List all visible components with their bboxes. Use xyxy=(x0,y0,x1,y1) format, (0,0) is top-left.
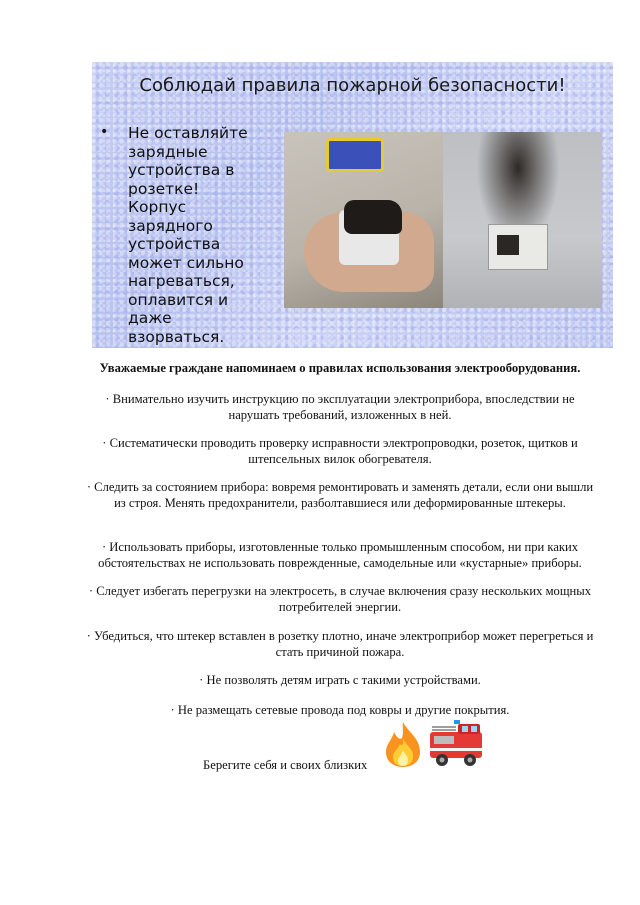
toy-box-shape xyxy=(326,138,384,172)
bullet-icon: • xyxy=(100,124,109,140)
list-item: · Не размещать сетевые провода под ковры и другие покрытия. xyxy=(170,703,510,717)
list-item: · Убедиться, что штекер вставлен в розетку плотно, иначе электроприбор может перегреться и стать причиной пожара. xyxy=(86,629,594,659)
burnt-socket-photo xyxy=(443,132,602,308)
closing-text: Берегите себя и своих близких xyxy=(203,758,368,772)
fire-emoji-icon xyxy=(380,720,426,768)
document-heading: Уважаемые граждане напоминаем о правилах использования электрооборудования. xyxy=(99,361,581,375)
list-item: · Систематически проводить проверку исправности электропроводки, розеток, щитков и штепсельных вилок обогревателя. xyxy=(102,436,578,466)
list-item: · Не позволять детям играть с такими устройствами. xyxy=(199,673,481,687)
safety-poster xyxy=(92,62,613,348)
poster-title: Соблюдай правила пожарной безопасности! xyxy=(139,75,566,96)
burn-mark-shape xyxy=(344,200,402,234)
list-item: · Внимательно изучить инструкцию по эксплуатации электроприбора, впоследствии не нарушать требований, изложенных в ней. xyxy=(105,392,575,422)
burnt-charger-photo xyxy=(284,132,443,308)
socket-shape xyxy=(488,224,548,270)
fire-engine-emoji-icon xyxy=(428,718,484,768)
list-item: · Использовать приборы, изготовленные только промышленным способом, ни при каких обстоятельствах не использовать поврежденные, самодельные или «кустарные» приборы. xyxy=(98,540,582,570)
list-item: · Следует избегать перегрузки на электросеть, в случае включения сразу нескольких мощных потребителей энергии. xyxy=(88,584,592,614)
list-item: · Следить за состоянием прибора: вовремя ремонтировать и заменять детали, если они вышли из строя. Менять предохранители, разболтавшиеся или деформированные штекеры. xyxy=(86,480,594,510)
poster-text: Не оставляйте зарядные устройства в розетке! Корпус зарядного устройства может сильно нагреваться, оплавится и даже взорваться. xyxy=(128,124,248,346)
